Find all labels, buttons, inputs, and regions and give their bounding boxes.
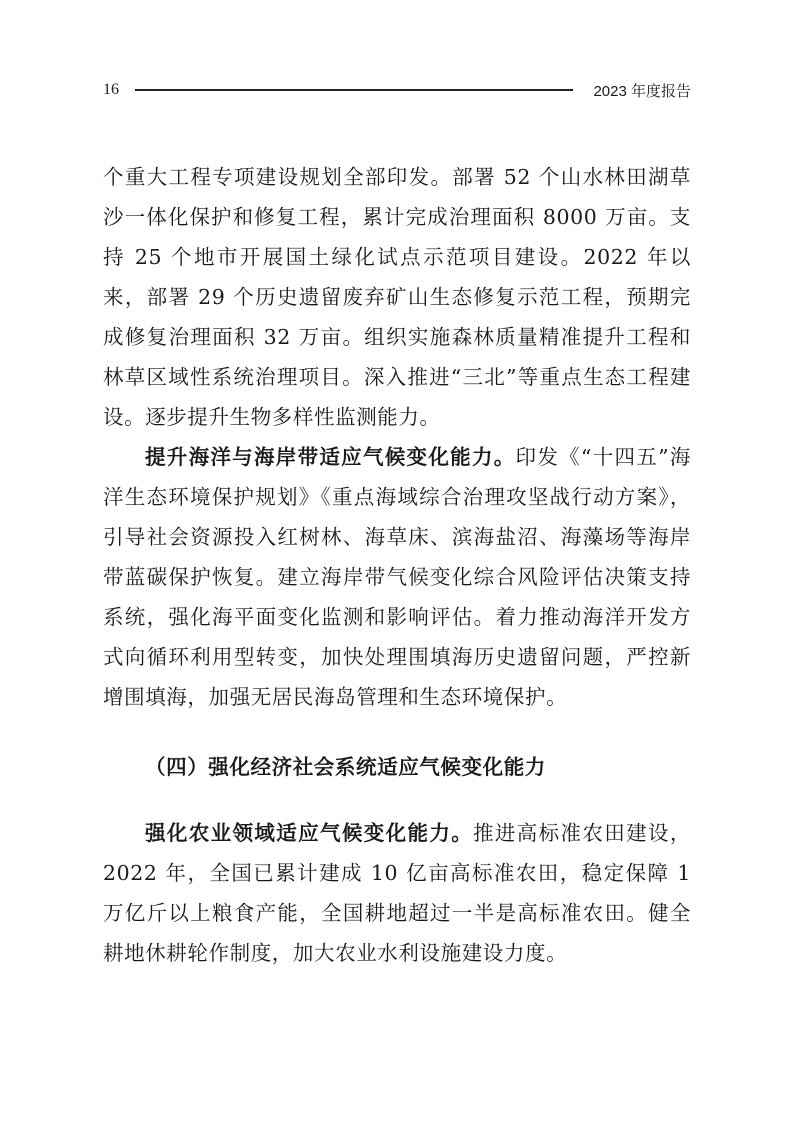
paragraph-lead-heading: 提升海洋与海岸带适应气候变化能力。 (145, 445, 516, 469)
paragraph-lead-heading: 强化农业领域适应气候变化能力。 (145, 821, 474, 845)
paragraph-text: 推进高标准农田建设，2022 年，全国已累计建成 10 亿亩高标准农田，稳定保障 1 万亿斤以上粮食产能，全国耕地超过一半是高标准农田。健全耕地休耕轮作制度，加大农业水利设施建设力度。 (103, 821, 691, 965)
paragraph-ocean-coastal (103, 437, 691, 717)
page-number: 16 (103, 81, 119, 98)
paragraph-text: 印发《“十四五”海洋生态环境保护规划》《重点海域综合治理攻坚战行动方案》，引导社会资源投入红树林、海草床、滨海盐沼、海藻场等海岸带蓝碳保护恢复。建立海岸带气候变化综合风险评估决策支持系统，强化海平面变化监测和影响评估。着力推动海洋开发方式向循环利用型转变，加快处理围填海历史遗留问题，严控新增围填海，加强无居民海岛管理和生态环境保护。 (103, 445, 691, 709)
report-title: 2023 年度报告 (593, 82, 691, 100)
document-body (103, 157, 691, 973)
paragraph-agriculture (103, 813, 691, 973)
paragraph-ecological-restoration: 个重大工程专项建设规划全部印发。部署 52 个山水林田湖草沙一体化保护和修复工程，累计完成治理面积 8000 万亩。支持 25 个地市开展国土绿化试点示范项目建设。2022 年以来，部署 29 个历史遗留废弃矿山生态修复示范工程，预期完成修复治理面积 32 万亩。组织实施森林质量精准提升工程和林草区域性系统治理项目。深入推进“三北”等重点生态工程建设。逐步提升生物多样性监测能力。 (103, 165, 691, 429)
section-heading: （四）强化经济社会系统适应气候变化能力 (145, 755, 546, 779)
page-header (103, 78, 691, 102)
header-divider (135, 89, 573, 91)
